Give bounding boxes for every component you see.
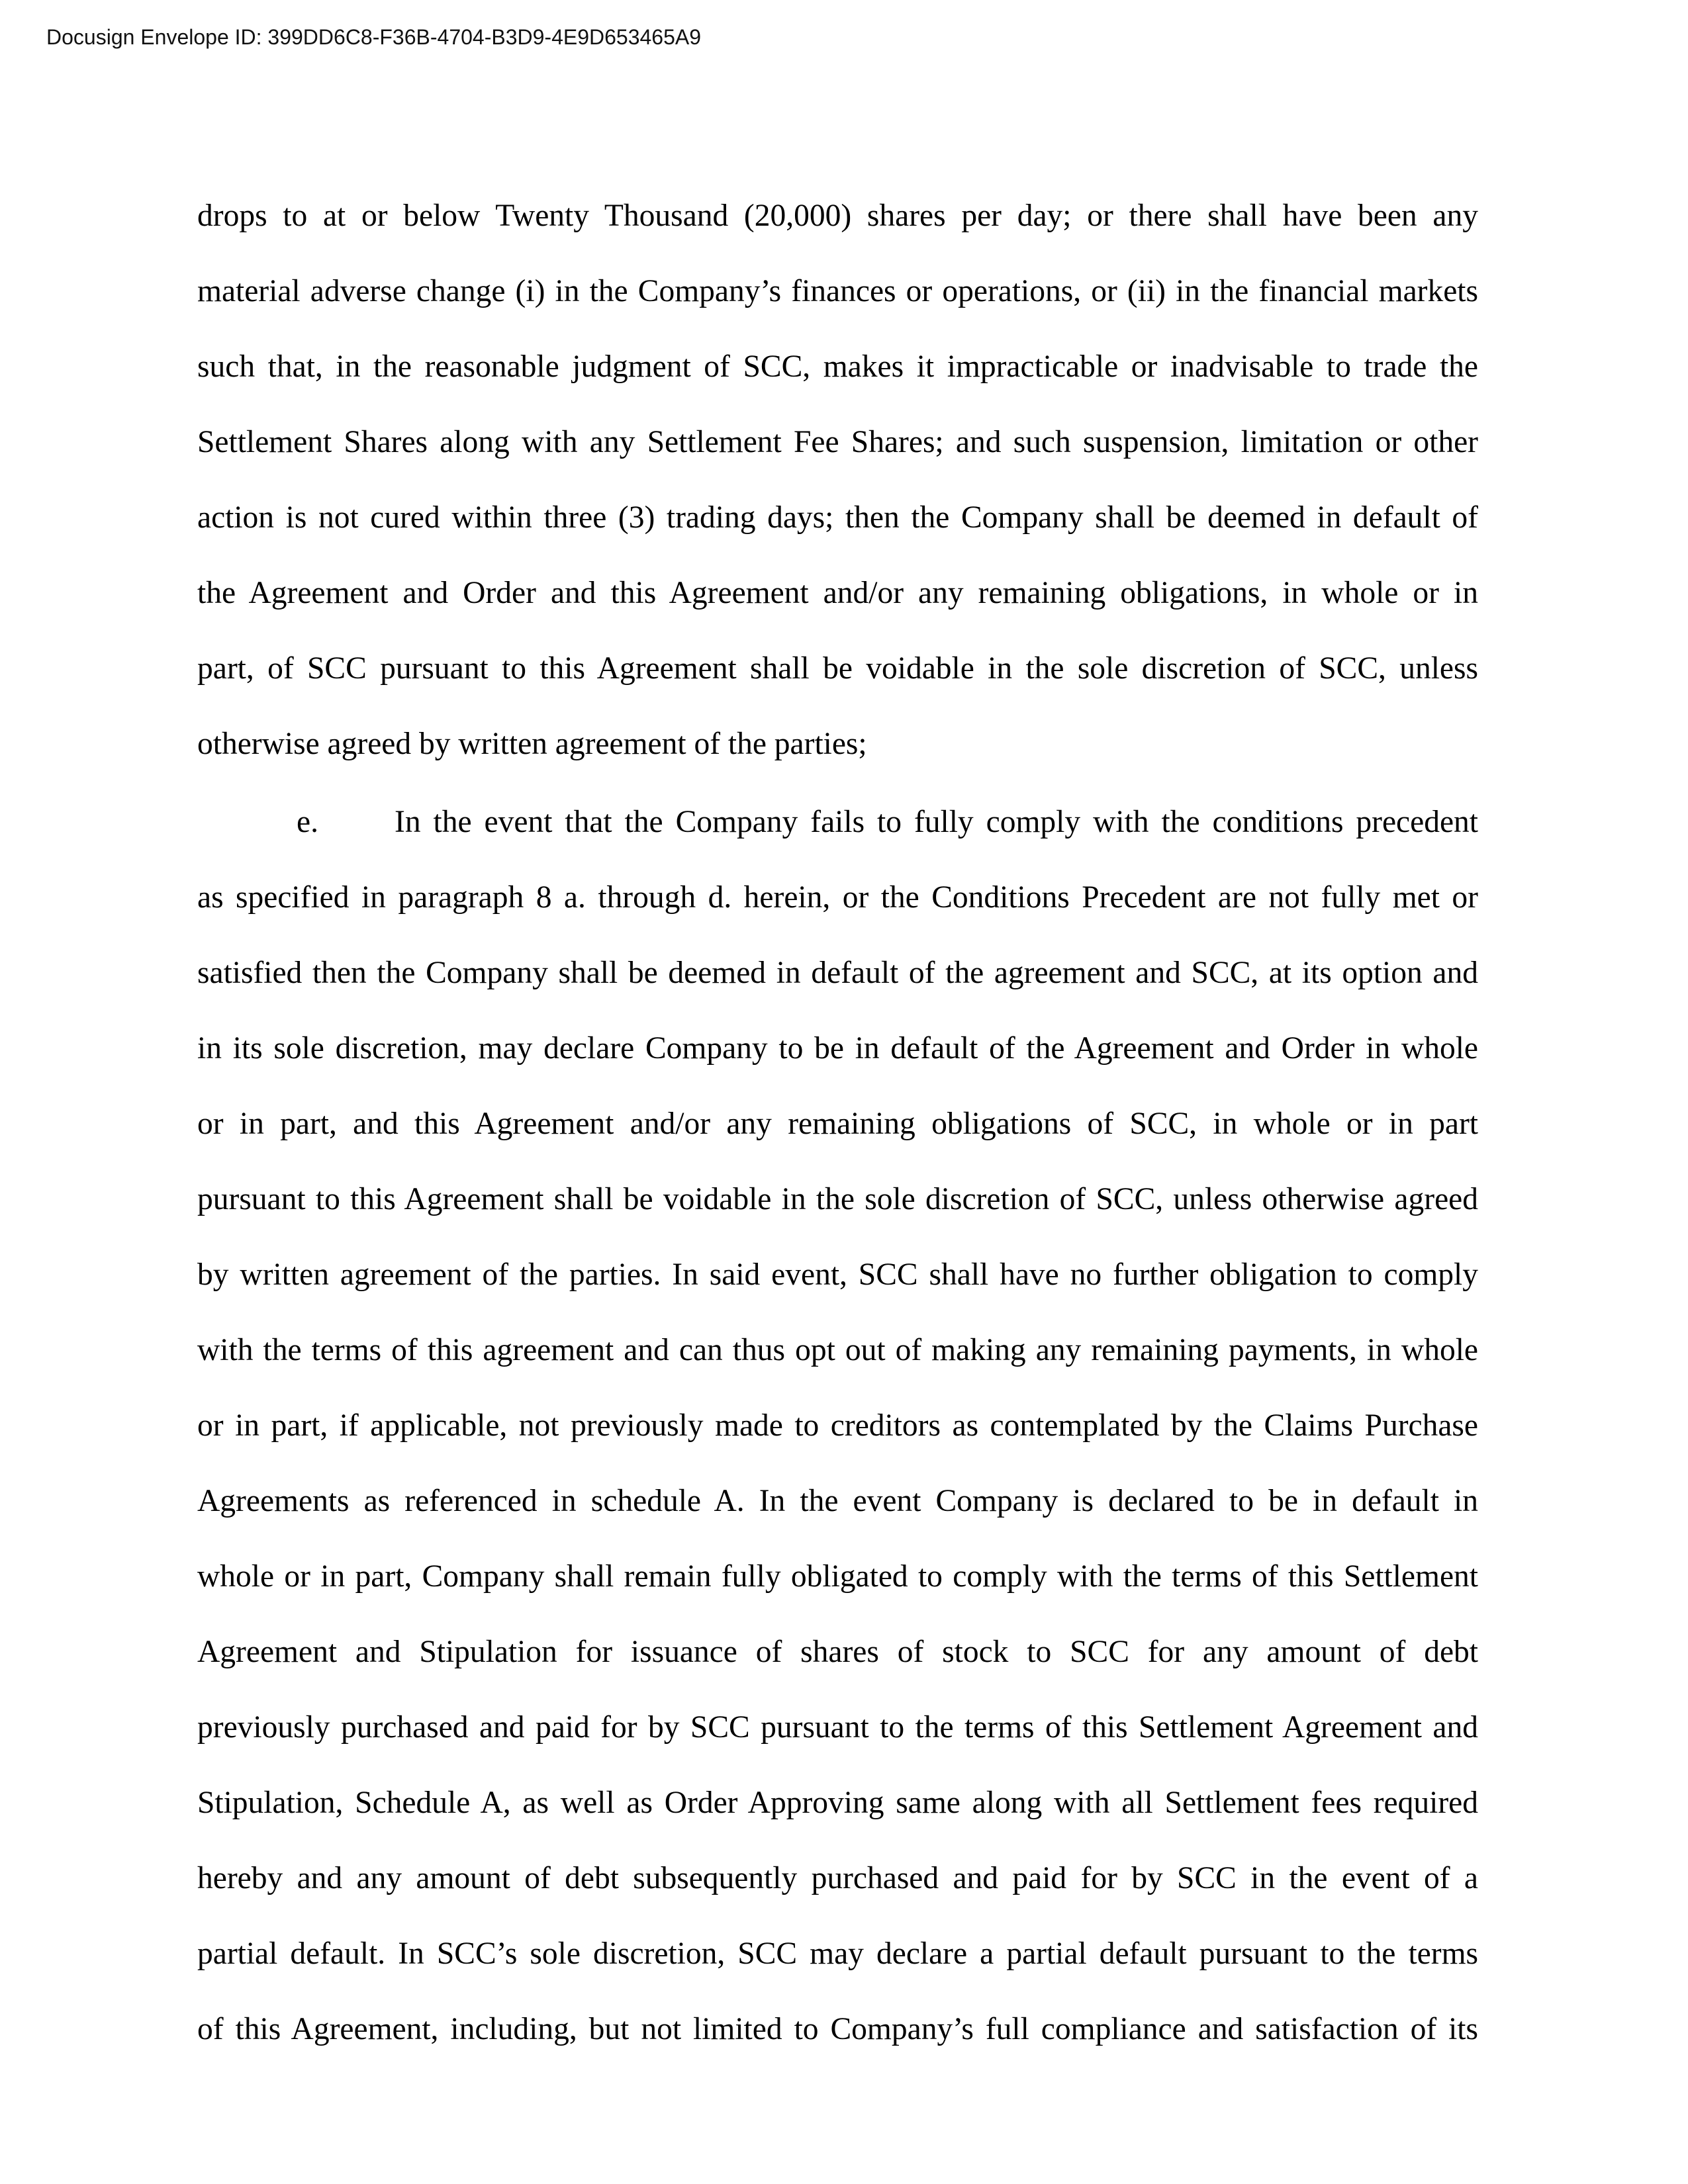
body-line: hereby and any amount of debt subsequently purchased and paid for by SCC in the event of a xyxy=(197,1861,1478,1895)
item-marker-e: e. xyxy=(297,805,318,839)
body-line: by written agreement of the parties. In said event, SCC shall have no further obligation to comply xyxy=(197,1257,1478,1292)
envelope-id-header: Docusign Envelope ID: 399DD6C8-F36B-4704-B3D9-4E9D653465A9 xyxy=(46,25,702,49)
body-line: action is not cured within three (3) trading days; then the Company shall be deemed in default of xyxy=(197,500,1478,535)
body-line: of this Agreement, including, but not limited to Company’s full compliance and satisfaction of its xyxy=(197,2012,1478,2046)
body-line: in its sole discretion, may declare Company to be in default of the Agreement and Order in whole xyxy=(197,1031,1478,1066)
body-line: previously purchased and paid for by SCC pursuant to the terms of this Settlement Agreement and xyxy=(197,1710,1478,1745)
body-line: such that, in the reasonable judgment of SCC, makes it impracticable or inadvisable to trade the xyxy=(197,349,1478,384)
body-line: part, of SCC pursuant to this Agreement shall be voidable in the sole discretion of SCC, unless xyxy=(197,651,1478,686)
body-line: whole or in part, Company shall remain fully obligated to comply with the terms of this Settlement xyxy=(197,1559,1478,1594)
body-line: partial default. In SCC’s sole discretion, SCC may declare a partial default pursuant to the terms xyxy=(197,1936,1478,1971)
body-line: Stipulation, Schedule A, as well as Order Approving same along with all Settlement fees required xyxy=(197,1786,1478,1820)
body-line: material adverse change (i) in the Company’s finances or operations, or (ii) in the financial markets xyxy=(197,274,1478,308)
body-line: Agreement and Stipulation for issuance of shares of stock to SCC for any amount of debt xyxy=(197,1635,1478,1669)
body-line: the Agreement and Order and this Agreement and/or any remaining obligations, in whole or in xyxy=(197,576,1478,610)
body-line: satisfied then the Company shall be deemed in default of the agreement and SCC, at its option and xyxy=(197,956,1478,990)
body-line: or in part, and this Agreement and/or any remaining obligations of SCC, in whole or in part xyxy=(197,1107,1478,1141)
body-line: pursuant to this Agreement shall be voidable in the sole discretion of SCC, unless otherwise agreed xyxy=(197,1182,1478,1216)
body-line: otherwise agreed by written agreement of the parties; xyxy=(197,727,867,761)
body-line: or in part, if applicable, not previously made to creditors as contemplated by the Claims Purchase xyxy=(197,1408,1478,1443)
body-line: Settlement Shares along with any Settlement Fee Shares; and such suspension, limitation or other xyxy=(197,425,1478,459)
body-line: In the event that the Company fails to fully comply with the conditions precedent xyxy=(395,805,1478,839)
body-line: drops to at or below Twenty Thousand (20,000) shares per day; or there shall have been any xyxy=(197,199,1478,233)
body-line: with the terms of this agreement and can thus opt out of making any remaining payments, in whole xyxy=(197,1333,1478,1367)
body-line: as specified in paragraph 8 a. through d. herein, or the Conditions Precedent are not fully met or xyxy=(197,880,1478,915)
body-line: Agreements as referenced in schedule A. In the event Company is declared to be in default in xyxy=(197,1484,1478,1518)
